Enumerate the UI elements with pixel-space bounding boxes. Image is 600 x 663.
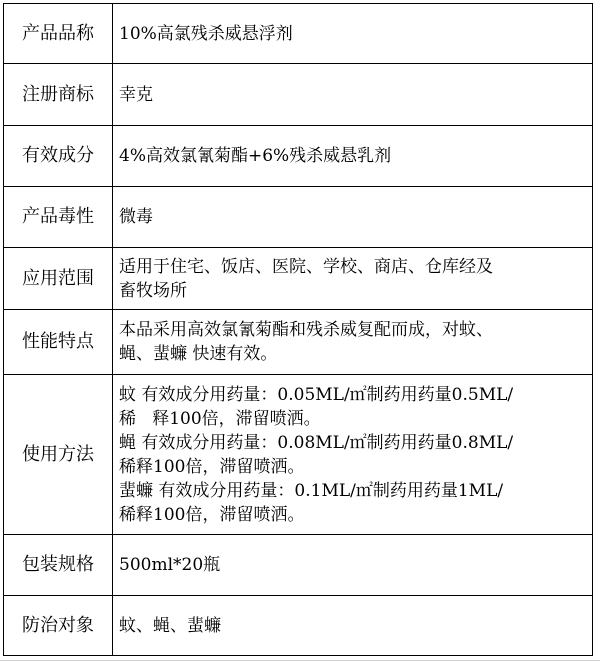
row-label-product-name: 产品品称 [4,4,113,64]
table-row [4,4,593,64]
page-bottom-rule [0,660,600,661]
row-value-usage [113,375,593,535]
text-line: 蚊 有效成分用药量：0.05ML/㎡制药用药量0.5ML/ [119,384,514,405]
row-value-features [113,310,593,375]
row-value-targets: 蚊、蝇、蜚蠊 [113,596,593,656]
table-row [4,126,593,187]
text-line: 稀释100倍，滞留喷洒。 [119,504,305,525]
row-label-features: 性能特点 [4,310,113,375]
text-line: 本品采用高效氯氰菊酯和残杀威复配而成，对蚊、 [119,320,493,340]
table-row [4,64,593,126]
table-row [4,187,593,248]
text-line: 稀释100倍，滞留喷洒。 [119,456,305,477]
text-line: 蝇、蜚蠊 快速有效。 [119,344,278,364]
row-label-packaging: 包装规格 [4,535,113,596]
row-value-product-name: 10%高氯残杀威悬浮剂 [113,4,593,64]
row-label-toxicity: 产品毒性 [4,187,113,248]
row-label-targets: 防治对象 [4,596,113,656]
row-value-trademark: 幸克 [113,64,593,126]
row-value-toxicity: 微毒 [113,187,593,248]
table-row [4,596,593,656]
table-row [4,248,593,310]
product-spec-table [3,3,593,656]
text-line: 蜚蠊 有效成分用药量：0.1ML/㎡制药用药量1ML/ [119,480,504,501]
row-label-active-ingredient: 有效成分 [4,126,113,187]
row-value-application-scope [113,248,593,310]
text-line: 适用于住宅、饭店、医院、学校、商店、仓库经及 [119,256,493,277]
text-line: 畜牧场所 [119,280,187,301]
table-row [4,535,593,596]
table-row [4,375,593,535]
table-row [4,310,593,375]
text-line: 蝇 有效成分用药量：0.08ML/㎡制药用药量0.8ML/ [119,432,514,453]
row-label-application-scope: 应用范围 [4,248,113,310]
row-label-usage: 使用方法 [4,375,113,535]
row-value-active-ingredient: 4%高效氯氰菊酯+6%残杀威悬乳剂 [113,126,593,187]
row-value-packaging: 500ml*20瓶 [113,535,593,596]
text-line: 稀 释100倍，滞留喷洒。 [119,408,321,429]
row-label-trademark: 注册商标 [4,64,113,126]
